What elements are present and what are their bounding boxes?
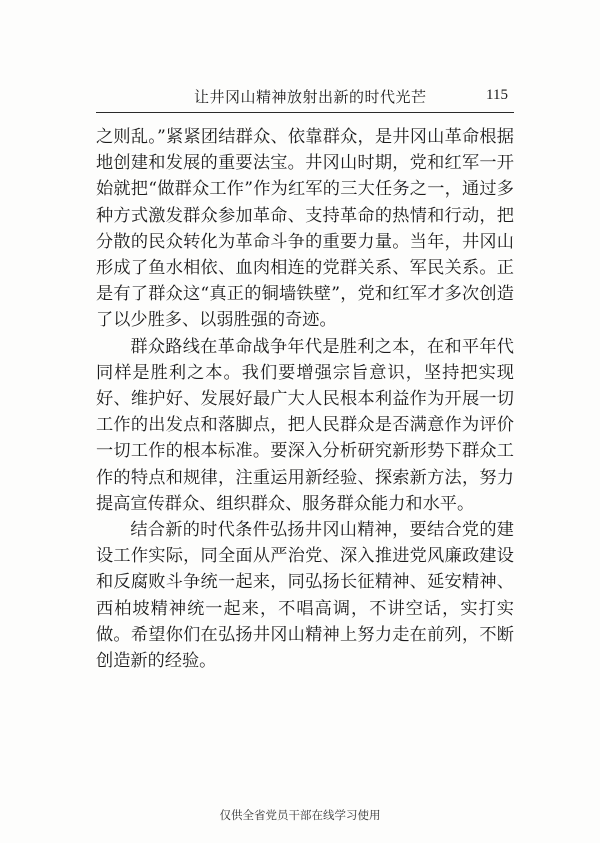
body-text bbox=[96, 124, 514, 674]
page-number: 115 bbox=[486, 87, 508, 103]
header-title: 让井冈山精神放射出新的时代光芒 bbox=[194, 88, 427, 106]
running-header bbox=[96, 84, 514, 113]
paragraph: 之则乱。”紧紧团结群众、依靠群众，是井冈山革命根据地创建和发展的重要法宝。井冈山时期，党和红军一开始就把“做群众工作”作为红军的三大任务之一，通过多种方式激发群众参加革命、支持革命的热情和行动，把分散的民众转化为革命斗争的重要力量。当年，井冈山形成了鱼水相依、血肉相连的党群关系、军民关系。正是有了群众这“真正的铜墙铁壁”，党和红军才多次创造了以少胜多、以弱胜强的奇迹。 bbox=[96, 127, 514, 331]
paragraph: 群众路线在革命战争年代是胜利之本，在和平年代同样是胜利之本。我们要增强宗旨意识，坚持把实现好、维护好、发展好最广大人民根本利益作为开展一切工作的出发点和落脚点，把人民群众是否满意作为评价一切工作的根本标准。要深入分析研究新形势下群众工作的特点和规律，注重运用新经验、探索新方法，努力提高宣传群众、组织群众、服务群众能力和水平。 bbox=[96, 336, 514, 514]
footer-notice: 仅供全省党员干部在线学习使用 bbox=[219, 808, 381, 822]
paragraph: 结合新的时代条件弘扬井冈山精神，要结合党的建设工作实际，同全面从严治党、深入推进党风廉政建设和反腐败斗争统一起来，同弘扬长征精神、延安精神、西柏坡精神统一起来，不唱高调，不讲空话，实打实做。希望你们在弘扬井冈山精神上努力走在前列，不断创造新的经验。 bbox=[96, 520, 514, 672]
